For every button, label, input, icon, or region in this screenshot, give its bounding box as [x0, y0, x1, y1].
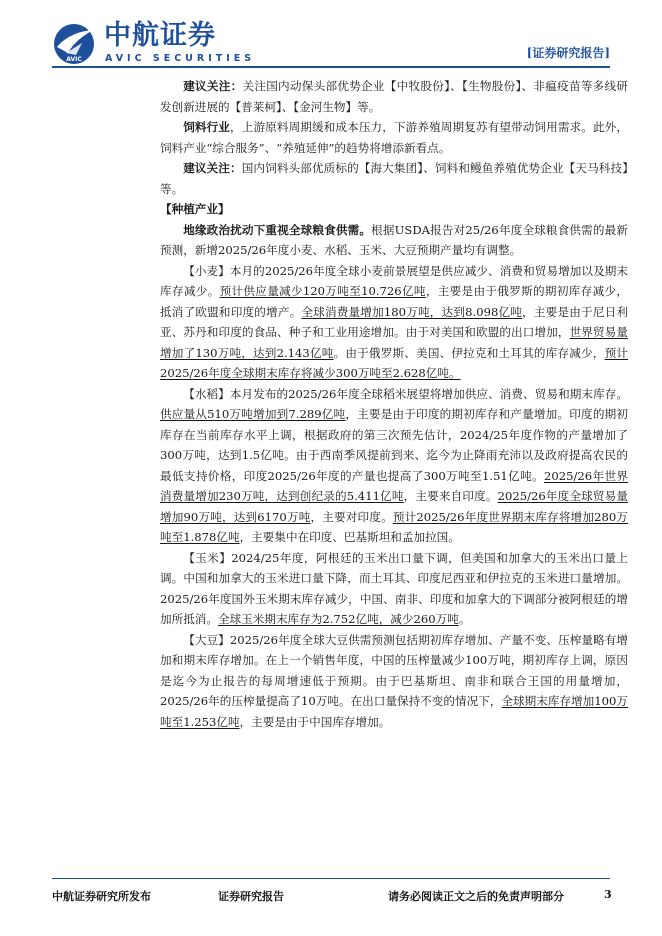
planting-intro-paragraph	[160, 220, 628, 261]
suggest-label: 建议关注：	[183, 161, 242, 175]
logo-chinese-name: 中航证券	[104, 20, 216, 51]
corn-stock-highlight: 全球玉米期末库存为2.752亿吨，减少260万吨	[217, 612, 459, 626]
rice-text: ，主要对印度。	[310, 509, 393, 524]
soybean-stock-highlight: 全球期末库存增加100万吨至1.253亿吨	[160, 694, 628, 729]
planting-intro-text: 根据USDA报告对25/26年度全球粮食供需的最新预测，新增2025/26年度小麦、水稻、玉米、大豆预期产量均有调整。	[160, 222, 628, 257]
main-content	[160, 76, 628, 732]
corn-paragraph	[160, 548, 628, 630]
rice-text: 【水稻】本月发布的2025/26年度全球稻米展望将增加供应、消费、贸易和期末库存。	[183, 386, 628, 401]
rice-supply-highlight: 供应量从510万吨增加到7.289亿吨	[160, 407, 346, 421]
wheat-text: 【小麦】本月的2025/26年度全球小麦前景展望是供应减少、消费和贸易增加以及期末库存减少。	[160, 263, 628, 298]
rice-text: ，主要集中在印度、巴基斯坦和孟加拉国。	[239, 530, 460, 544]
wheat-paragraph	[160, 261, 628, 384]
corn-text: 。	[458, 612, 471, 626]
wheat-text: ，主要是由于俄罗斯的期初库存减少，抵消了欧盟和印度的增产。	[160, 284, 628, 319]
soybean-text: 【大豆】2025/26年度全球大豆供需预测包括期初库存增加、产量不变、压榨量略有增加和期末库存增加。在上一个销售年度，中国的压榨量减少100万吨，期初库存上调，原因是迄今为止报告的每周增速低于预期。由于巴基斯坦、南非和联合王国的用量增加，2025/26年的压榨量提高了10万吨。在出口量保持不变的情况下，	[160, 632, 628, 708]
report-tag: [证券研究报告]	[526, 46, 610, 60]
planting-section-heading: 【种植产业】	[160, 202, 230, 216]
planting-intro-lead: 地缘政治扰动下重视全球粮食供需。	[183, 222, 372, 237]
suggest-label: 建议关注：	[183, 79, 243, 93]
feed-industry-text: ，上游原料周期缓和成本压力，下游养殖周期复苏有望带动饲用需求。此外，饲料产业“综合服务”、“养殖延伸”的趋势将增添新看点。	[160, 120, 628, 155]
logo-english-name: AVIC SECURITIES	[105, 53, 256, 64]
header-divider	[52, 66, 610, 68]
rice-paragraph	[160, 384, 628, 548]
rice-trade-highlight: 2025/26年度全球贸易量增加90万吨，达到6170万吨	[160, 489, 628, 524]
footer-divider	[52, 878, 610, 879]
vet-suggestion-text: 关注国内动保头部优势企业【中牧股份】、【生物股份】、非瘟疫苗等多线研发创新进展的【普莱柯】、【金河生物】等。	[160, 79, 628, 114]
vet-suggestion-paragraph	[160, 76, 628, 117]
wheat-text: ，主要是由于尼日利亚、苏丹和印度的食品、种子和工业用途增加。由于对美国和欧盟的出口增加，	[160, 304, 628, 339]
avic-logo	[52, 20, 256, 66]
wheat-consumption-highlight: 全球消费量增加180万吨，达到8.098亿吨	[301, 304, 523, 319]
corn-text: 【玉米】2024/25年度，阿根廷的玉米出口量下调，但美国和加拿大的玉米出口量上调。中国和加拿大的玉米进口量下降，而土耳其、印度尼西亚和伊拉克的玉米进口量增加。2025/26年度国外玉米期末库存减少，中国、南非、印度和加拿大的下调部分被阿根廷的增加所抵消。	[160, 550, 628, 626]
rice-consumption-highlight: 2025/26年世界消费量增加230万吨，达到创纪录的5.411亿吨	[160, 468, 628, 503]
footer-disclaimer: 请务必阅读正文之后的免责声明部分	[388, 890, 564, 903]
footer-report-type: 证券研究报告	[218, 890, 284, 903]
feed-suggestion-text: 国内饲料头部优质标的【海大集团】、饲料和鳗鱼养殖优势企业【天马科技】等。	[160, 161, 628, 196]
feed-industry-paragraph	[160, 117, 628, 158]
wheat-trade-highlight: 世界贸易量增加了130万吨，达到2.143亿吨	[160, 325, 628, 360]
rice-text: ，主要来自印度。	[403, 489, 498, 503]
feed-suggestion-paragraph	[160, 158, 628, 199]
feed-industry-label: 饲料行业	[183, 120, 231, 134]
page-number: 3	[604, 888, 612, 901]
soybean-paragraph	[160, 630, 628, 733]
avic-logo-icon	[52, 22, 96, 66]
wheat-text: 。由于俄罗斯、美国、伊拉克和土耳其的库存减少，	[333, 345, 605, 360]
wheat-supply-highlight: 预计供应量减少120万吨至10.726亿吨	[219, 284, 426, 298]
logo-mark-text: AVIC	[66, 56, 82, 63]
rice-stock-highlight: 预计2025/26年度世界期末库存将增加280万吨至1.878亿吨	[160, 509, 629, 544]
soybean-text: ，主要是由于中国库存增加。	[239, 714, 391, 729]
wheat-stock-highlight: 预计2025/26年度全球期末库存将减少300万吨至2.628亿吨。	[160, 345, 628, 380]
page-header	[0, 0, 662, 76]
rice-text: ，主要是由于印度的期初库存和产量增加。印度的期初库存在当前库存水平上调，根据政府的第三次预先估计，2024/25年度作物的产量增加了300万吨，达到1.5亿吨。由于西南季风提前到来、迄今为止降雨充沛以及政府提高农民的最低支持价格，印度2025/26年度的产量也提高了300万吨至1.51亿吨。	[160, 407, 628, 483]
footer-publisher: 中航证券研究所发布	[52, 890, 151, 903]
